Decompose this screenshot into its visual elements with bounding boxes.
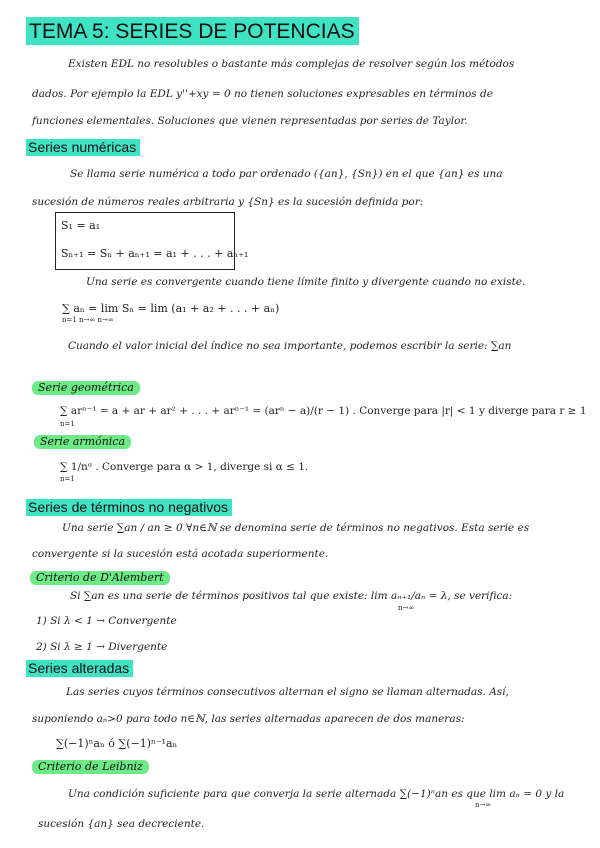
label-serie-geometrica: Serie geométrica — [32, 381, 140, 395]
geometric-sub: n=1 — [60, 420, 75, 428]
harmonic-sub: n=1 — [60, 475, 75, 483]
alternadas-line-1: Las series cuyos términos consecutivos alternan el signo se llaman alternadas. Así, — [66, 686, 509, 698]
leibniz-line-2: sucesión {an} sea decreciente. — [38, 818, 205, 830]
definition-box — [55, 212, 249, 270]
harmonic-formula: ∑ 1/nᵅ . Converge para α > 1, diverge si α ≤ 1. — [60, 461, 309, 473]
label-criterio-leibniz: Criterio de Leibniz — [32, 760, 149, 774]
dalembert-item-1: 1) Si λ < 1 → Convergente — [36, 615, 177, 627]
leibniz-line-1: Una condición suficiente para que converja la serie alternada ∑(−1)ⁿan es que lim aₙ = 0 y la — [68, 788, 565, 800]
no-negativos-line-2: convergente si la sucesión está acotada superiormente. — [32, 548, 329, 560]
geometric-formula: ∑ arⁿ⁻¹ = a + ar + ar² + . . . + arⁿ⁻¹ = (arⁿ − a)/(r − 1) . Converge para |r| < 1 y diverge para r ≥ 1 — [60, 405, 587, 417]
convergence-text: Una serie es convergente cuando tiene límite finito y divergente cuando no existe. — [86, 276, 526, 288]
heading-series-alteradas: Series alteradas — [26, 660, 133, 677]
alternadas-line-2: suponiendo aₙ>0 para todo n∈ℕ, las series alternadas aparecen de dos maneras: — [32, 713, 465, 725]
no-negativos-line-1: Una serie ∑an / an ≥ 0 ∀n∈ℕ se denomina serie de términos no negativos. Esta serie es — [62, 522, 530, 534]
intro-line-1: Existen EDL no resolubles o bastante más complejas de resolver según los métodos — [68, 58, 515, 70]
leibniz-sub: n→∞ — [475, 801, 492, 809]
limit-formula-subscripts: n=1 n→∞ n→∞ — [62, 316, 114, 324]
dalembert-item-2: 2) Si λ ≥ 1 → Divergente — [36, 641, 168, 653]
box-line-2: Sₙ₊₁ = Sₙ + aₙ₊₁ = a₁ + . . . + aₙ₊₁ — [61, 247, 249, 260]
limit-formula: ∑ aₙ = lim Sₙ = lim (a₁ + a₂ + . . . + aₙ) — [62, 302, 280, 315]
label-criterio-dalembert: Criterio de D'Alembert — [30, 571, 170, 585]
dalembert-text: Si ∑an es una serie de términos positivos tal que existe: lim aₙ₊₁/aₙ = λ, se verifica: — [70, 590, 513, 602]
heading-series-numericas: Series numéricas — [26, 139, 140, 156]
intro-line-2: dados. Por ejemplo la EDL y''+xy = 0 no tienen soluciones expresables en términos de — [32, 88, 493, 100]
label-serie-armonica: Serie armónica — [34, 435, 131, 449]
box-line-1: S₁ = a₁ — [61, 219, 101, 232]
numericas-line-2: sucesión de números reales arbitraria y {Sn} es la sucesión definida por: — [32, 196, 424, 208]
page-title: TEMA 5: SERIES DE POTENCIAS — [26, 17, 359, 45]
intro-line-3: funciones elementales. Soluciones que vienen representadas por series de Taylor. — [32, 115, 468, 127]
alternating-formula: ∑(−1)ⁿaₙ ó ∑(−1)ⁿ⁻¹aₙ — [56, 737, 178, 750]
dalembert-sub: n→∞ — [398, 604, 415, 612]
numericas-line-1: Se llama serie numérica a todo par ordenado ({an}, {Sn}) en el que {an} es una — [70, 168, 503, 180]
heading-terminos-no-negativos: Series de términos no negativos — [26, 499, 232, 516]
index-text: Cuando el valor inicial del índice no sea importante, podemos escribir la serie: ∑an — [68, 340, 512, 352]
